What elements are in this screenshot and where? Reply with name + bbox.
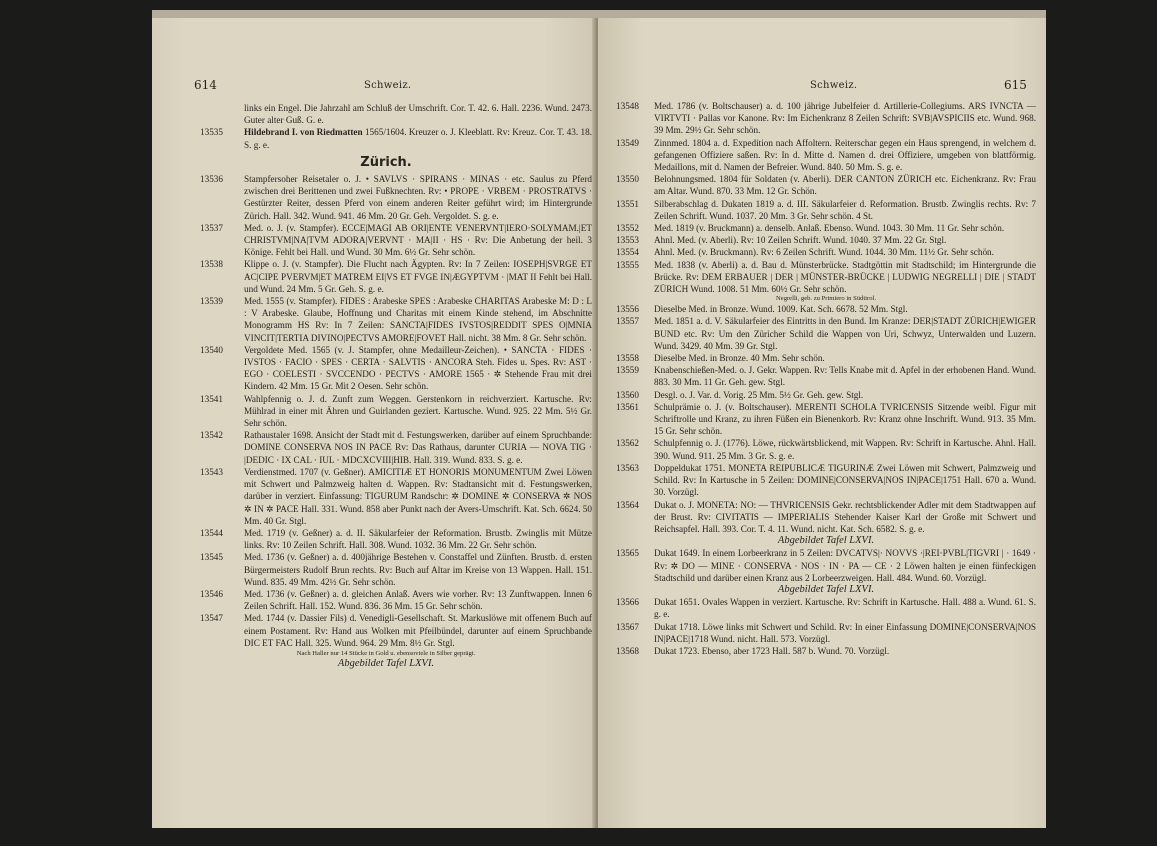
entry-text: Dukat 1718. Löwe links mit Schwert und Schild. Rv: In einer Einfassung DOMINE|CONSERVA|NOS IN|PACE|1718 Wund. nicht. Hall. 573. Vorzügl. — [654, 621, 1036, 644]
entry-number: 13539 — [200, 296, 223, 307]
entry-number: 13560 — [616, 389, 639, 400]
catalog-entry — [616, 259, 1036, 296]
entry-number: 13556 — [616, 304, 639, 315]
entry-number: 13535 — [200, 127, 223, 138]
entry-text: Med. 1819 (v. Bruckmann) a. denselb. Anlaß. Ebenso. Wund. 1043. 30 Mm. 11 Gr. Sehr schön. — [654, 223, 1005, 234]
catalog-entry — [180, 527, 592, 551]
catalog-entry — [616, 389, 1036, 401]
entry-number: 13568 — [616, 645, 639, 656]
entry-number: 13545 — [200, 552, 223, 563]
entry-text: Med. 1838 (v. Aberli) a. d. Bau d. Münsterbrücke. Stadtgöttin mit Stadtschild; im Hintergrunde die Brücke. Rv: DEM ERBAUER | DER | MÜNSTER-BRÜCKE | LUDWIG NEGRELLI | DIE | STADT ZÜRICH Wund. 1008. 51 Mm. 60½ Gr. Sehr schön. — [654, 259, 1036, 295]
entry-text: Desgl. o. J. Var. d. Vorig. 25 Mm. 5½ Gr. Geh. gew. Stgl. — [654, 389, 864, 400]
entry-text: Rathaustaler 1698. Ansicht der Stadt mit d. Festungswerken, darüber auf einem Spruchbande: DOMINE CONSERVA NOS IN PACE Rv: Das Rathaus, darunter CURIA — NOVA TIG · |DEDIC · IX CAL · IUL · MDCXCVIII|HIB. Hall. 319. Wund. 833. S. g. e. — [244, 430, 592, 465]
catalog-entry — [616, 222, 1036, 234]
entry-number: 13542 — [200, 430, 223, 441]
catalog-entry — [180, 126, 592, 150]
entry-number: 13555 — [616, 259, 639, 270]
entry-text: Med. 1851 a. d. V. Säkularfeier des Eintritts in den Bund. Im Kranze: DER|STADT ZÜRICH|EWIGER BUND etc. Rv: Um den Züricher Schild die Wappen von Uri, Schwyz, Unterwalden und Luzern. Wund. 3429. 40 Mm. 39 Gr. Stgl. — [654, 316, 1036, 351]
entry-text: Schulpfennig o. J. (1776). Löwe, rückwärtsblickend, mit Wappen. Rv: Schrift in Kartusche. Ahnl. Hall. 390. Wund. 911. 25 Mm. 3 Gr. S. g. e. — [654, 438, 1036, 461]
entry-text: Dukat 1723. Ebenso, aber 1723 Hall. 587 b. Wund. 70. Vorzügl. — [654, 645, 890, 656]
catalog-entry — [180, 429, 592, 466]
page-number: 615 — [1004, 78, 1027, 92]
entry-number: 13553 — [616, 235, 639, 246]
plate-caption: Abgebildet Tafel LXVI. — [777, 583, 875, 595]
entry-number: 13541 — [200, 393, 223, 404]
section-title: Zürich. — [360, 154, 412, 170]
entry-text: Silberabschlag d. Dukaten 1819 a. d. III. Säkularfeier d. Reformation. Brustb. Zwinglis rechts. Rv: 7 Zeilen Schrift. Wund. 1037. 20 Mm. 3 Gr. Sehr schön. 4 St. — [654, 198, 1036, 221]
entry-text: Wahlpfennig o. J. d. Zunft zum Weggen. Gerstenkorn in reichverziert. Kartusche. Rv: Mühlrad in einer mit Ähren und Guirlanden geziert. Kartusche. Wund. 925. 22 Mm. 5½ Gr. Sehr schön. — [244, 393, 592, 429]
left-text-block — [180, 102, 592, 670]
entry-number: 13550 — [616, 174, 639, 185]
entry-number: 13554 — [616, 247, 639, 258]
entry-text: Med. 1744 (v. Dassier Fils) d. Venedigli-Gesellschaft. St. Markuslöwe mit offenem Buch auf einem Postament. Rv: Hand aus Wolken mit Pfeilbündel, darunter auf einem Spruchbande DIC ET FAC Hall. 325. Wund. 964. 29 Mm. 8½ Gr. Stgl. — [244, 613, 592, 648]
entry-text: Vergoldete Med. 1565 (v. J. Stampfer, ohne Medailleur-Zeichen). • SANCTA · FIDES · IVSTOS · FACIO · SPES · CERTA · SALVTIS · ANCORA Steh. Fides u. Spes. Rv: AST · EGO · COELESTI · SVCCENDO · PECTVS · AMORE 1565 · ✲ Stehende Frau mit drei Kindern. 42 Mm. 15 Gr. Mit 2 Oesen. Sehr schön. — [244, 344, 592, 392]
catalog-entry — [616, 137, 1036, 174]
entry-text: Med. 1719 (v. Geßner) a. d. II. Säkularfeier der Reformation. Brustb. Zwinglis mit Mütze links. Rv: 10 Zeilen Schrift. Hall. 308. Wund. 1032. 36 Mm. 22 Gr. Sehr schön. — [244, 527, 592, 551]
entry-text: Belohnungsmed. 1804 für Soldaten (v. Aberli). DER CANTON ZÜRICH etc. Eichenkranz. Rv: Frau am Altar. Wund. 870. 33 Mm. 12 Gr. Schön. — [654, 174, 1036, 197]
catalog-entry — [616, 173, 1036, 197]
entry-text: Doppeldukat 1751. MONETA REIPUBLICÆ TIGURINÆ Zwei Löwen mit Schwert, Palmzweig und Schild. Rv: In Kartusche in 5 Zeilen: DOMINE|CONSERVA|NOS IN|PACE|1751 Hall. 670 a. Wund. 30. Vorzügl. — [654, 462, 1036, 498]
entry-text: Dukat o. J. MONETA: NO: — THVRICENSIS Gekr. rechtsblickender Adler mit dem Stadtwappen auf der Brust. Rv: CIVITATIS — IMPERIALIS Stehender Kaiser Karl der Große mit Schwert und Reichsapfel. Hall. 393. Cor. T. 4. 11. Wund. nicht. Kat. Sch. 6582. S. g. e. — [654, 499, 1036, 534]
entry-text: Ahnl. Med. (v. Bruckmann). Rv: 6 Zeilen Schrift. Wund. 1044. 30 Mm. 11½ Gr. Sehr schön. — [654, 247, 994, 258]
entry-text: Dieselbe Med. in Bronze. Wund. 1009. Kat. Sch. 6678. 52 Mm. Stgl. — [654, 304, 908, 315]
entry-text: Knabenschießen-Med. o. J. Gekr. Wappen. Rv: Tells Knabe mit d. Apfel in der erhobenen Hand. Wund. 883. 30 Mm. 11 Gr. Geh. gew. Stgl. — [654, 365, 1036, 388]
footnote: Nach Haller nur 14 Stücke in Gold u. ebensoviele in Silber geprägt. — [296, 649, 476, 657]
catalog-entry — [180, 258, 592, 295]
entry-text: Ahnl. Med. (v. Aberli). Rv: 10 Zeilen Schrift. Wund. 1040. 37 Mm. 22 Gr. Stgl. — [654, 235, 947, 246]
entry-number: 13549 — [616, 137, 639, 148]
catalog-entry — [616, 621, 1036, 645]
catalog-entry — [180, 344, 592, 393]
plate-caption: Abgebildet Tafel LXVI. — [777, 535, 875, 547]
lead-text: links ein Engel. Die Jahrzahl am Schluß der Umschrift. Cor. T. 42. 6. Hall. 2236. Wund. 2473. Guter alter Guß. G. e. — [244, 103, 592, 126]
catalog-entry — [616, 246, 1036, 258]
entry-number: 13537 — [200, 222, 223, 233]
entry-text: Klippe o. J. (v. Stampfer). Die Flucht nach Ägypten. Rv: In 7 Zeilen: IOSEPH|SVRGE ET AC|CIPE PVERVM|ET MATREM EI|VS ET FVGE IN|ÆGYPTVM · |MAT II Fehlt bei Hall. und Wund. 24 Mm. 5 Gr. Geh. S. g. e. — [244, 259, 592, 294]
catalog-entry — [180, 173, 592, 222]
catalog-entry — [180, 222, 592, 259]
entry-number: 13536 — [200, 174, 223, 185]
catalog-entry — [616, 437, 1036, 461]
entry-number: 13551 — [616, 198, 639, 209]
catalog-entry — [616, 198, 1036, 222]
catalog-entry — [616, 303, 1036, 315]
entry-number: 13566 — [616, 597, 639, 608]
catalog-entry — [180, 466, 592, 527]
entry-number: 13565 — [616, 548, 639, 559]
running-head: Schweiz. — [364, 80, 412, 91]
entry-number: 13563 — [616, 462, 639, 473]
entry-number: 13552 — [616, 223, 639, 234]
entry-number: 13538 — [200, 259, 223, 270]
entry-number: 13561 — [616, 401, 639, 412]
entry-text: Med. 1736 (v. Geßner) a. d. gleichen Anlaß. Avers wie vorher. Rv: 13 Zunftwappen. Innen 6 Zeilen Schrift. Hall. 152. Wund. 836. 36 Mm. 15 Gr. Sehr schön. — [244, 588, 592, 612]
entry-name: Hildebrand I. von Riedmatten — [244, 127, 363, 138]
entry-number: 13548 — [616, 101, 639, 111]
catalog-entry — [616, 315, 1036, 352]
catalog-entry — [616, 234, 1036, 246]
entry-text: Med. o. J. (v. Stampfer). ECCE|MAGI AB ORI|ENTE VENERVNT|IERO·SOLYMAM.|ET CHRISTVM|NA|TVM ADORA|VERVNT · MA|II · HS · Rv: Die Anbetung der heil. 3 Könige. Fehlt bei Hall. und Wund. 30 Mm. 6½ Gr. Sehr schön. — [244, 222, 592, 258]
entry-number: 13567 — [616, 621, 639, 632]
entry-number: 13547 — [200, 613, 223, 624]
catalog-entry — [180, 295, 592, 344]
entry-number: 13546 — [200, 588, 223, 599]
catalog-entry — [616, 645, 1036, 657]
plate-caption: Abgebildet Tafel LXVI. — [337, 657, 435, 669]
entry-text: Zinnmed. 1804 a. d. Expedition nach Affoltern. Reiterschar gegen ein Haus sprengend, in welchem d. gefangenen Offiziere saßen. Rv: In d. Mitte d. Namen d. drei Offiziere, umgeben von blattförmig. Medaillons, mit d. Namen der Befreier. Wund. 840. 50 Mm. S. g. e. — [654, 137, 1036, 173]
running-head: Schweiz. — [810, 80, 858, 91]
catalog-entry — [180, 612, 592, 649]
entry-number: 13543 — [200, 466, 223, 477]
catalog-entry — [180, 393, 592, 430]
page-number: 614 — [194, 78, 217, 92]
entry-text: Verdienstmed. 1707 (v. Geßner). AMICITIÆ ET HONORIS MONUMENTUM Zwei Löwen mit Schwert und Palmzweig halten d. Wappen. Rv: Stadtansicht mit d. Festungswerken, darüber in verziert. Einfassung: TIGURUM Randschr: ✲ DOMINE ✲ CONSERVA ✲ NOS ✲ IN ✲ PACE Hall. 331. Wund. 858 aber Punkt nach der Avers-Umschrift. Kat. Sch. 6624. 50 Mm. 40 Gr. Stgl. — [244, 466, 592, 526]
entry-text: Stampfersoher Reisetaler o. J. • SAVLVS · SPIRANS · MINAS · etc. Saulus zu Pferd zwischen drei Berittenen und zwei Fußknechten. Rv: • PROPE · VRBEM · PROSTRATVS · Gestürzter Reiter, dessen Pferd von einem anderen Reiter geführt wird; im Hintergrunde Zürich. Hall. 342. Wund. 941. 46 Mm. 20 Gr. Geh. Vergoldet. S. g. e. — [244, 174, 592, 221]
entry-text: Med. 1736 (v. Geßner) a. d. 400jährige Bestehen v. Constaffel und Zünften. Brustb. d. ersten Bürgermeisters Rudolf Brun rechts. Rv: Buch auf Altar im Kreise von 13 Wappen. Hall. 151. Wund. 835. 49 Mm. 42½ Gr. Sehr schön. — [244, 552, 592, 587]
catalog-entry — [616, 462, 1036, 499]
book-edge — [152, 10, 1046, 18]
entry-number: 13564 — [616, 499, 639, 510]
catalog-entry — [616, 596, 1036, 620]
catalog-entry — [616, 499, 1036, 536]
catalog-entry — [180, 588, 592, 612]
entry-number: 13544 — [200, 527, 223, 538]
entry-number: 13562 — [616, 438, 639, 449]
entry-number: 13558 — [616, 353, 639, 364]
catalog-entry — [616, 352, 1036, 364]
catalog-entry — [616, 100, 1036, 137]
left-page — [152, 18, 596, 828]
right-page — [598, 18, 1046, 828]
entry-text: Dieselbe Med. in Bronze. 40 Mm. Sehr schön. — [654, 353, 825, 364]
entry-number: 13557 — [616, 316, 639, 327]
entry-text: Schulprämie o. J. (v. Boltschauser). MERENTI SCHOLA TVRICENSIS Sitzende weibl. Figur mit Schriftrolle und Kranz, zu ihren Füßen ein Bienenkorb. Rv: Kranz ohne Inschrift. Wund. 913. 35 Mm. 15 Gr. Sehr schön. — [654, 401, 1036, 437]
note: Negrelli, geb. zu Primiero in Südtirol. — [776, 295, 876, 303]
entry-text: Dukat 1649. In einem Lorbeerkranz in 5 Zeilen: DVCATVS|· NOVVS ·|REI·PVBL|TIGVRI | · 1649 · Rv: ✲ DO — MINE · CONSERVA · NOS · IN · PA — CE · 2 Löwen halten je einen fünfeckigen Stadtschild und darüber einen Kranz aus 2 Lorbeerzweigen. Hall. 484. Wund. 60. Vorzügl. — [654, 548, 1036, 583]
catalog-entry — [616, 401, 1036, 438]
entry-number: 13540 — [200, 344, 223, 355]
entry-number: 13559 — [616, 365, 639, 376]
entry-text: Med. 1555 (v. Stampfer). FIDES : Arabeske SPES : Arabeske CHARITAS Arabeske M: D : L : V Arabeske. Glaube, Hoffnung und Charitas mit einem Kinde stehend, im Abschnitte Monogramm HS Rv: In 7 Zeilen: SANCTA|FIDES IVSTOS|REDDIT SPES O|MNIA VINCIT|TERTIA DIVINO|PECTVS AMORE|FOVET Hall. nicht. 38 Mm. 8 Gr. Sehr schön. — [244, 296, 592, 343]
entry-text: Dukat 1651. Ovales Wappen in verziert. Kartusche. Rv: Schrift in Kartusche. Hall. 488 a. Wund. 61. S. g. e. — [654, 597, 1036, 620]
catalog-entry — [616, 547, 1036, 584]
catalog-entry — [180, 551, 592, 588]
entry-text: Med. 1786 (v. Boltschauser) a. d. 100 jährige Jubelfeier d. Artillerie-Collegiums. ARS IVNCTA — VIRTVTI · Pallas vor Kanone. Rv: Im Eichenkranz 8 Zeilen Schrift: SVB|AVSPICIIS etc. Wund. 968. 39 Mm. 29½ Gr. Sehr schön. — [654, 101, 1036, 136]
entry-text: 1565/1604. Kreuzer o. J. Kleeblatt. Rv: Kreuz. Cor. T. 43. 18. S. g. e. — [244, 127, 592, 150]
catalog-entry — [616, 364, 1036, 388]
right-text-block — [616, 100, 1036, 657]
